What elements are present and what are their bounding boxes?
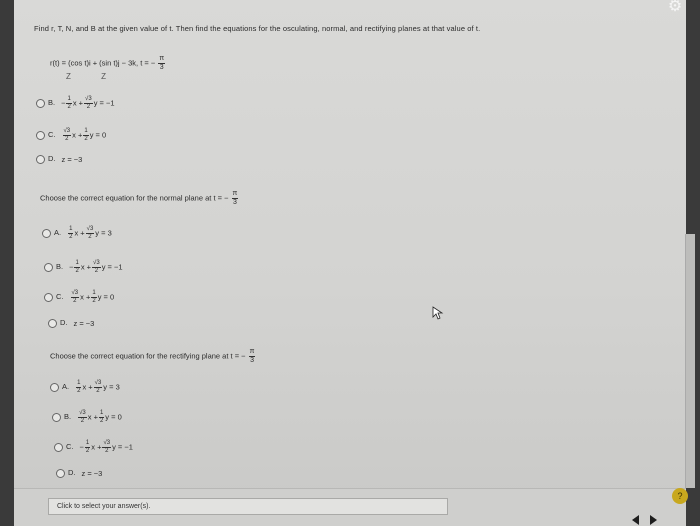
coef-b-fraction: [92, 260, 101, 275]
option-label: C.: [48, 130, 56, 140]
radio-button[interactable]: [54, 443, 63, 452]
q2-option-b[interactable]: [44, 260, 123, 275]
option-label: D.: [60, 318, 68, 327]
given-function: [50, 55, 166, 72]
coef-b-num: √3: [86, 226, 94, 232]
eq-middle: x +: [72, 130, 83, 140]
answer-footer: [14, 488, 686, 526]
option-equation: [80, 440, 133, 455]
coef-a-den: 2: [80, 418, 85, 424]
q2-option-a[interactable]: [42, 226, 112, 241]
coef-a-fraction: [74, 260, 79, 275]
option-label: A.: [54, 228, 62, 238]
radio-button[interactable]: [36, 155, 45, 164]
coef-b-num: √3: [103, 440, 111, 446]
eq-prefix: −: [69, 262, 74, 272]
given-r-text: r(t) = (cos t)i + (sin t)j − 3k, t = −: [50, 58, 156, 68]
coef-b-num: 1: [99, 410, 104, 416]
coef-a-den: 2: [75, 268, 79, 274]
option-equation: z = −3: [61, 154, 83, 164]
eq-middle: x +: [80, 292, 91, 302]
coef-a-num: √3: [79, 410, 86, 416]
coef-a-num: 1: [75, 260, 79, 266]
option-equation: [70, 290, 115, 305]
option-label: C.: [66, 442, 74, 452]
radio-button[interactable]: [44, 293, 53, 302]
eq-middle: x +: [87, 412, 98, 422]
normal-t-num: π: [232, 190, 238, 197]
coef-a-num: 1: [77, 380, 81, 386]
radio-button[interactable]: [44, 263, 53, 272]
q3-option-c[interactable]: [54, 440, 133, 455]
eq-rhs: y = 0: [97, 292, 115, 302]
option-label: D.: [48, 154, 56, 163]
q3-option-d[interactable]: [56, 468, 102, 478]
eq-middle: x +: [72, 98, 84, 108]
eq-rhs: y = 3: [103, 382, 120, 392]
given-t-fraction: [158, 55, 165, 72]
coef-b-fraction: [94, 380, 103, 395]
given-t-den: 3: [159, 64, 164, 71]
coef-b-den: 2: [84, 136, 88, 142]
eq-rhs: y = −1: [112, 442, 133, 452]
q1-option-d[interactable]: [36, 154, 82, 164]
option-equation: [61, 96, 114, 111]
eq-middle: x +: [80, 262, 92, 272]
eq-middle: x +: [82, 382, 93, 392]
question-panel: [14, 0, 686, 525]
eq-rhs: y = −1: [101, 262, 123, 272]
coef-a-den: 2: [85, 448, 90, 454]
q2-option-c[interactable]: [44, 290, 114, 305]
coef-a-fraction: [85, 440, 90, 455]
gear-icon[interactable]: ⚙: [667, 0, 683, 15]
option-label: B.: [48, 98, 56, 108]
coef-b-den: 2: [92, 298, 96, 304]
coef-b-num: √3: [94, 380, 102, 386]
given-t-num: π: [159, 55, 165, 62]
coef-a-den: 2: [73, 298, 77, 304]
coef-b-fraction: [84, 96, 93, 111]
coef-b-fraction: [83, 128, 88, 143]
coef-b-den: 2: [88, 234, 92, 240]
normal-plane-title: Choose the correct equation for the normal plane at t = −: [40, 193, 229, 203]
select-answer-box[interactable]: Click to select your answer(s).: [48, 498, 448, 515]
coef-b-fraction: [91, 290, 96, 305]
coef-b-num: 1: [84, 128, 88, 134]
coef-a-fraction: [66, 96, 71, 111]
coef-a-den: 2: [67, 104, 71, 110]
coef-a-fraction: [63, 128, 72, 143]
q2-option-d[interactable]: [48, 318, 94, 328]
coef-a-num: 1: [67, 96, 71, 102]
q1-option-c[interactable]: [36, 128, 106, 143]
coef-a-num: √3: [71, 290, 79, 296]
radio-button[interactable]: [50, 383, 59, 392]
option-label: A.: [62, 382, 70, 392]
option-equation: z = −3: [73, 318, 95, 328]
normal-t-den: 3: [233, 199, 237, 206]
option-equation: [69, 260, 122, 275]
eq-rhs: y = 0: [105, 412, 122, 422]
next-arrow-icon[interactable]: [650, 515, 657, 525]
coef-a-num: 1: [85, 440, 90, 446]
coef-a-fraction: [76, 380, 81, 395]
rectifying-plane-question: [50, 348, 256, 365]
normal-t-fraction: [232, 190, 239, 207]
option-label: C.: [56, 292, 64, 302]
option-equation: z = −3: [81, 468, 103, 478]
normal-plane-question: [40, 190, 239, 207]
coef-b-num: √3: [93, 260, 100, 266]
coef-b-den: 2: [86, 104, 91, 110]
cut-off-fragment: Z Z: [66, 72, 120, 81]
mouse-cursor-icon: [432, 306, 444, 320]
radio-button[interactable]: [36, 99, 45, 108]
option-label: D.: [68, 468, 76, 477]
coef-a-fraction: [71, 290, 80, 305]
coef-b-den: 2: [94, 268, 99, 274]
coef-b-den: 2: [96, 388, 100, 394]
rectifying-t-fraction: [249, 348, 256, 365]
option-equation: [62, 128, 107, 143]
q3-option-b[interactable]: [52, 410, 122, 425]
coef-a-num: √3: [63, 128, 71, 134]
radio-button[interactable]: [52, 413, 61, 422]
eq-prefix: −: [79, 442, 84, 452]
eq-middle: x +: [91, 442, 102, 452]
rectifying-t-num: π: [249, 348, 255, 355]
coef-a-fraction: [78, 410, 87, 425]
eq-rhs: y = 0: [89, 130, 107, 140]
coef-a-num: 1: [69, 226, 73, 232]
coef-b-fraction: [86, 226, 95, 241]
eq-rhs: y = −1: [93, 98, 115, 108]
option-label: B.: [64, 412, 72, 422]
radio-button[interactable]: [48, 319, 57, 328]
option-equation: [77, 410, 122, 425]
q3-option-a[interactable]: [50, 380, 120, 395]
previous-arrow-icon[interactable]: [632, 515, 639, 525]
coef-b-num: √3: [85, 96, 92, 102]
coef-a-den: 2: [65, 136, 69, 142]
coef-b-num: 1: [92, 290, 96, 296]
coef-a-den: 2: [77, 388, 81, 394]
help-button[interactable]: ?: [672, 488, 688, 504]
coef-b-fraction: [99, 410, 104, 425]
scrollbar[interactable]: [685, 234, 695, 488]
rectifying-plane-title: Choose the correct equation for the rectifying plane at t = −: [50, 351, 246, 361]
option-equation: [75, 380, 120, 395]
q1-option-b[interactable]: [36, 96, 115, 111]
eq-middle: x +: [74, 228, 85, 238]
rectifying-t-den: 3: [250, 357, 255, 364]
question-prompt: Find r, T, N, and B at the given value of t. Then find the equations for the osculating, normal, and rectifying planes at that value of t.: [34, 24, 481, 33]
coef-b-den: 2: [105, 448, 109, 454]
eq-rhs: y = 3: [95, 228, 112, 238]
coef-b-den: 2: [99, 418, 104, 424]
eq-prefix: −: [61, 98, 66, 108]
option-equation: [67, 226, 112, 241]
radio-button[interactable]: [56, 469, 65, 478]
option-label: B.: [56, 262, 64, 272]
radio-button[interactable]: [36, 131, 45, 140]
coef-a-fraction: [68, 226, 73, 241]
radio-button[interactable]: [42, 229, 51, 238]
coef-b-fraction: [102, 440, 111, 455]
coef-a-den: 2: [69, 234, 73, 240]
